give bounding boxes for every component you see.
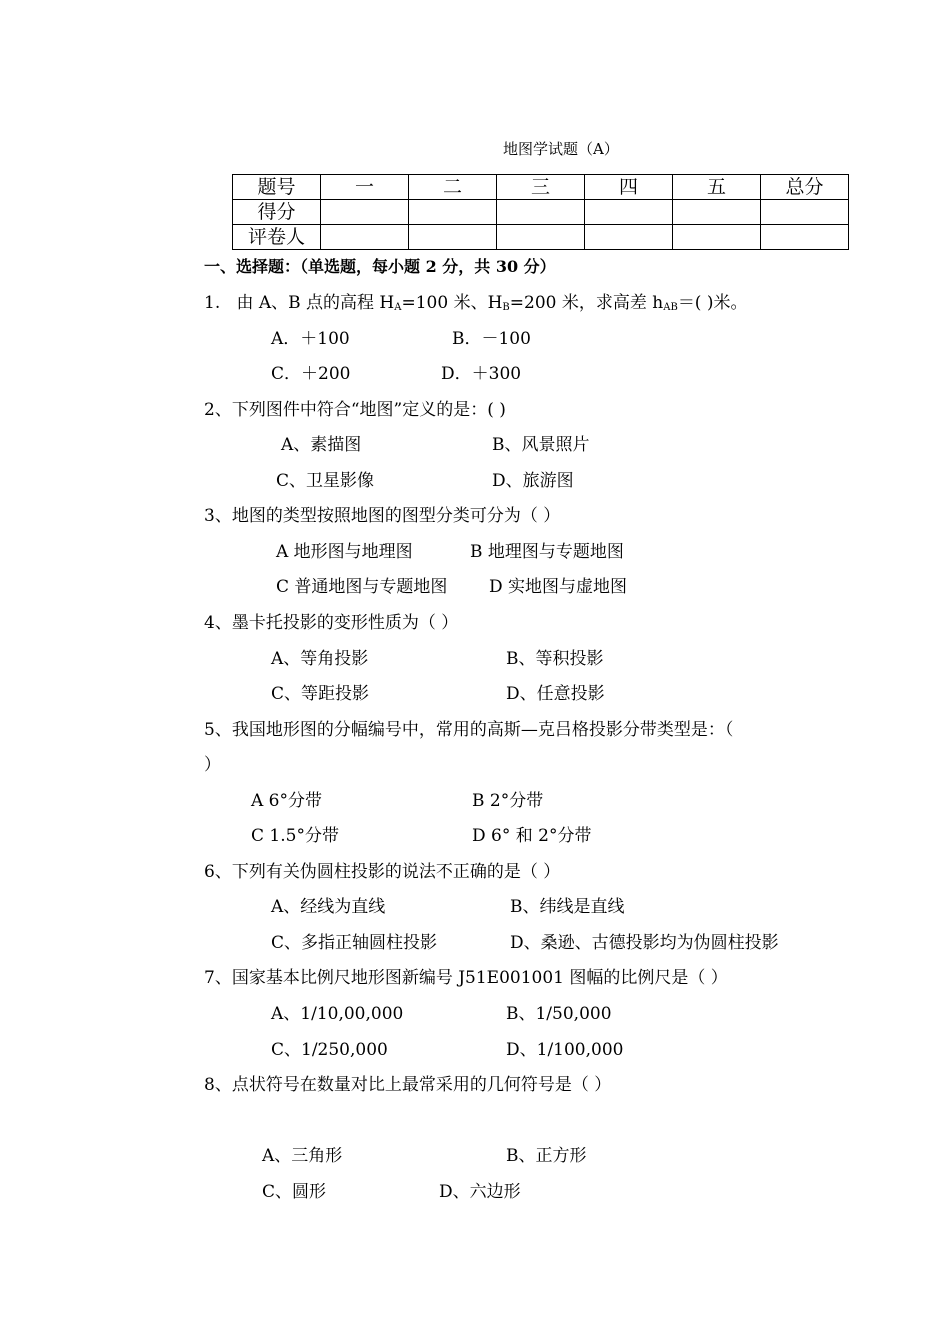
- row-label: 得分: [233, 200, 321, 225]
- header-cell: 五: [673, 175, 761, 200]
- option-a[interactable]: A、三角形: [262, 1146, 343, 1166]
- option-a[interactable]: A、1/10,00,000: [271, 1004, 404, 1024]
- section-heading: 一、选择题：（单选题，每小题 2 分，共 30 分）: [204, 257, 556, 276]
- subscript: A: [394, 302, 402, 313]
- option-a[interactable]: A．＋100: [271, 329, 350, 349]
- option-b[interactable]: B、等积投影: [506, 649, 604, 669]
- option-c[interactable]: C．＋200: [271, 364, 351, 384]
- header-cell: 三: [497, 175, 585, 200]
- score-table-header-row: [233, 175, 849, 200]
- score-cell[interactable]: [409, 200, 497, 225]
- subscript: AB: [663, 302, 678, 313]
- question-text: ＝( )米。: [677, 293, 748, 313]
- row-label: 评卷人: [233, 225, 321, 250]
- grader-cell[interactable]: [673, 225, 761, 250]
- option-b[interactable]: B 2°分带: [472, 791, 544, 811]
- question-6: 6、下列有关伪圆柱投影的说法不正确的是（ ）: [204, 862, 561, 882]
- grader-cell[interactable]: [585, 225, 673, 250]
- subscript: B: [502, 302, 510, 313]
- grader-cell[interactable]: [321, 225, 409, 250]
- question-1: [204, 288, 747, 313]
- question-3: 3、地图的类型按照地图的图型分类可分为（ ）: [204, 506, 561, 526]
- option-c[interactable]: C 普通地图与专题地图: [276, 577, 448, 597]
- question-7: 7、国家基本比例尺地形图新编号 J51E001001 图幅的比例尺是（ ）: [204, 968, 728, 988]
- option-a[interactable]: A、等角投影: [271, 649, 369, 669]
- score-cell[interactable]: [497, 200, 585, 225]
- option-c[interactable]: C、圆形: [262, 1182, 327, 1202]
- option-b[interactable]: B 地理图与专题地图: [470, 542, 624, 562]
- question-5-continuation: ）: [204, 755, 221, 775]
- score-table: [232, 174, 849, 250]
- option-a[interactable]: A、经线为直线: [271, 897, 386, 917]
- option-d[interactable]: D．＋300: [441, 364, 522, 384]
- grader-row: [233, 225, 849, 250]
- option-c[interactable]: C、多指正轴圆柱投影: [271, 933, 438, 953]
- question-4: 4、墨卡托投影的变形性质为（ ）: [204, 613, 459, 633]
- option-c[interactable]: C、1/250,000: [271, 1040, 388, 1060]
- grader-cell[interactable]: [409, 225, 497, 250]
- option-c[interactable]: C 1.5°分带: [251, 826, 339, 846]
- option-c[interactable]: C、等距投影: [271, 684, 370, 704]
- option-d[interactable]: D、六边形: [439, 1182, 521, 1202]
- score-cell[interactable]: [673, 200, 761, 225]
- question-8: 8、点状符号在数量对比上最常采用的几何符号是（ ）: [204, 1075, 612, 1095]
- header-cell: 四: [585, 175, 673, 200]
- option-c[interactable]: C、卫星影像: [276, 471, 375, 491]
- question-text: =100 米、H: [401, 293, 503, 313]
- header-cell: 总分: [761, 175, 849, 200]
- header-cell: 二: [409, 175, 497, 200]
- option-d[interactable]: D、桑逊、古德投影均为伪圆柱投影: [510, 933, 779, 953]
- score-cell[interactable]: [761, 200, 849, 225]
- grader-cell[interactable]: [497, 225, 585, 250]
- option-b[interactable]: B、1/50,000: [506, 1004, 612, 1024]
- question-2: 2、下列图件中符合“地图”定义的是：( ): [204, 400, 506, 420]
- option-a[interactable]: A 6°分带: [251, 791, 322, 811]
- option-d[interactable]: D 实地图与虚地图: [489, 577, 628, 597]
- option-d[interactable]: D 6° 和 2°分带: [472, 826, 592, 846]
- option-b[interactable]: B、正方形: [506, 1146, 587, 1166]
- question-5: 5、我国地形图的分幅编号中，常用的高斯—克吕格投影分带类型是：（: [204, 720, 734, 740]
- header-cell: 题号: [233, 175, 321, 200]
- option-b[interactable]: B、风景照片: [492, 435, 590, 455]
- option-d[interactable]: D、旅游图: [492, 471, 574, 491]
- option-b[interactable]: B．－100: [452, 329, 531, 349]
- option-d[interactable]: D、1/100,000: [506, 1040, 624, 1060]
- header-cell: 一: [321, 175, 409, 200]
- grader-cell[interactable]: [761, 225, 849, 250]
- option-a[interactable]: A 地形图与地理图: [276, 542, 413, 562]
- exam-title: 地图学试题（A）: [503, 140, 619, 158]
- score-row: [233, 200, 849, 225]
- option-a[interactable]: A、素描图: [281, 435, 362, 455]
- question-text: =200 米，求高差 h: [509, 293, 664, 313]
- score-cell[interactable]: [585, 200, 673, 225]
- question-text: 由 A、B 点的高程 H: [236, 293, 395, 313]
- question-number: 1.: [204, 293, 221, 313]
- score-cell[interactable]: [321, 200, 409, 225]
- option-d[interactable]: D、任意投影: [506, 684, 605, 704]
- option-b[interactable]: B、纬线是直线: [510, 897, 625, 917]
